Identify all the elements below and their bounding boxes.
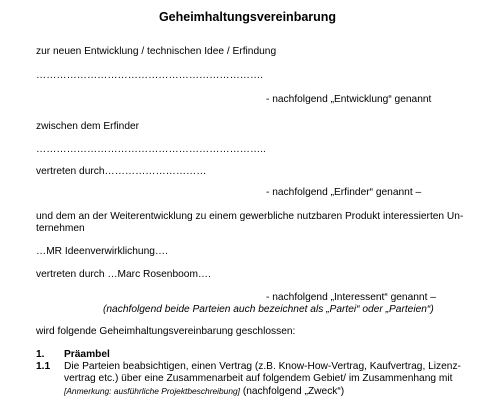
section-1-1-line-3 — [64, 385, 344, 398]
represented-by-2: vertreten durch …Marc Rosenboom…. — [36, 269, 211, 280]
agreement-line: wird folgende Geheimhaltungsvereinbarung geschlossen: — [36, 326, 296, 337]
section-1-1-number: 1.1 — [36, 361, 51, 372]
section-1-heading: Präambel — [64, 349, 110, 360]
inventor-label: - nachfolgend „Erfinder“ genannt – — [266, 187, 422, 198]
company-line-2: ternehmen — [36, 223, 85, 234]
section-1-1-line-2: vertrag etc.) über eine Zusammenarbeit auf folgendem Gebiet/ im Zusammenhang mit — [64, 373, 453, 384]
parties-note: (nachfolgend beide Parteien auch bezeichnet als „Partei“ oder „Parteien“) — [103, 304, 434, 315]
document-title: Geheimhaltungsvereinbarung — [158, 10, 337, 24]
company-name: …MR Ideenverwirklichung…. — [36, 246, 168, 257]
project-annotation: [Anmerkung: ausführliche Projektbeschreibung] — [64, 386, 240, 396]
section-1-number: 1. — [36, 349, 45, 360]
represented-by-1: vertreten durch………………………… — [36, 166, 207, 177]
dots-line-1: …………………………………………………………. — [36, 70, 263, 81]
between-line: zwischen dem Erfinder — [36, 121, 140, 132]
section-1-1-line-1: Die Parteien beabsichtigen, einen Vertrag (z.B. Know-How-Vertrag, Kaufvertrag, Lizenz- — [64, 361, 461, 372]
development-label: - nachfolgend „Entwicklung“ genannt — [266, 94, 432, 105]
company-line-1: und dem an der Weiterentwicklung zu einem gewerbliche nutzbaren Produkt interessierten Un- — [36, 211, 464, 222]
purpose-label: (nachfolgend „Zweck“) — [239, 386, 345, 397]
interested-label: - nachfolgend „Interessent“ genannt – — [266, 292, 436, 303]
dots-line-2: ………………………………………………………….. — [36, 144, 266, 155]
intro-line: zur neuen Entwicklung / technischen Idee / Erfindung — [36, 46, 277, 57]
